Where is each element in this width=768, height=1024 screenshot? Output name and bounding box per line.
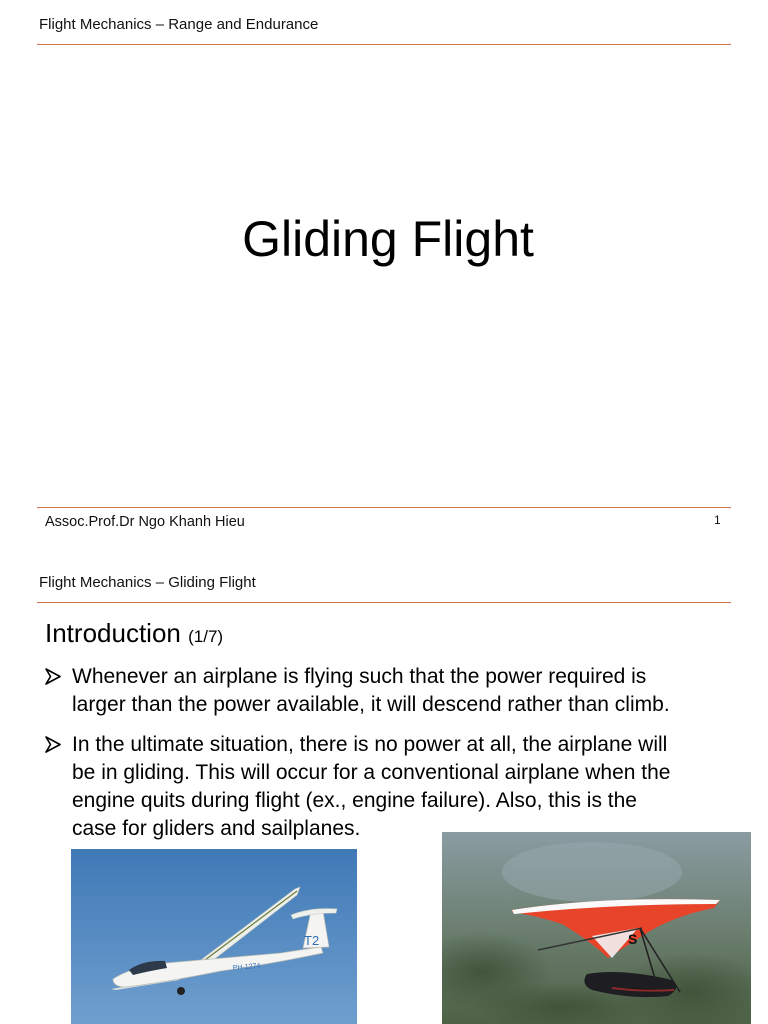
- footer-author: Assoc.Prof.Dr Ngo Khanh Hieu: [45, 514, 245, 530]
- section-title: [45, 618, 223, 649]
- bullet-item: [45, 663, 755, 719]
- slide-2: [0, 555, 768, 1024]
- registration-marking: PH-1274: [232, 962, 261, 972]
- bullet-text: In the ultimate situation, there is no power at all, the airplane will be in gliding. This will occur for a conventional airplane when the engine quits during flight (ex., engine failure). Also, this is the case for gliders and sailplanes.: [72, 733, 671, 840]
- section-counter: (1/7): [188, 627, 224, 646]
- section-title-text: Introduction: [45, 618, 181, 648]
- glider-photo: [71, 849, 357, 1024]
- bullet-text: Whenever an airplane is flying such that the power required is larger than the power available, it will descend rather than climb.: [72, 665, 670, 716]
- header-rule: [37, 602, 731, 603]
- page-number: 1: [714, 513, 721, 527]
- tail-marking: T2: [304, 933, 320, 948]
- arrow-bullet-icon: [45, 663, 65, 685]
- slide-header: Flight Mechanics – Range and Endurance: [39, 16, 319, 33]
- header-rule: [37, 44, 731, 45]
- arrow-bullet-icon: [45, 731, 65, 753]
- footer-rule: [37, 507, 731, 508]
- slide-title: Gliding Flight: [242, 211, 534, 267]
- wing-marking: S: [628, 931, 638, 947]
- bullet-item: [45, 731, 755, 843]
- hang-glider-photo: [442, 832, 751, 1024]
- slide-header: Flight Mechanics – Gliding Flight: [39, 574, 256, 591]
